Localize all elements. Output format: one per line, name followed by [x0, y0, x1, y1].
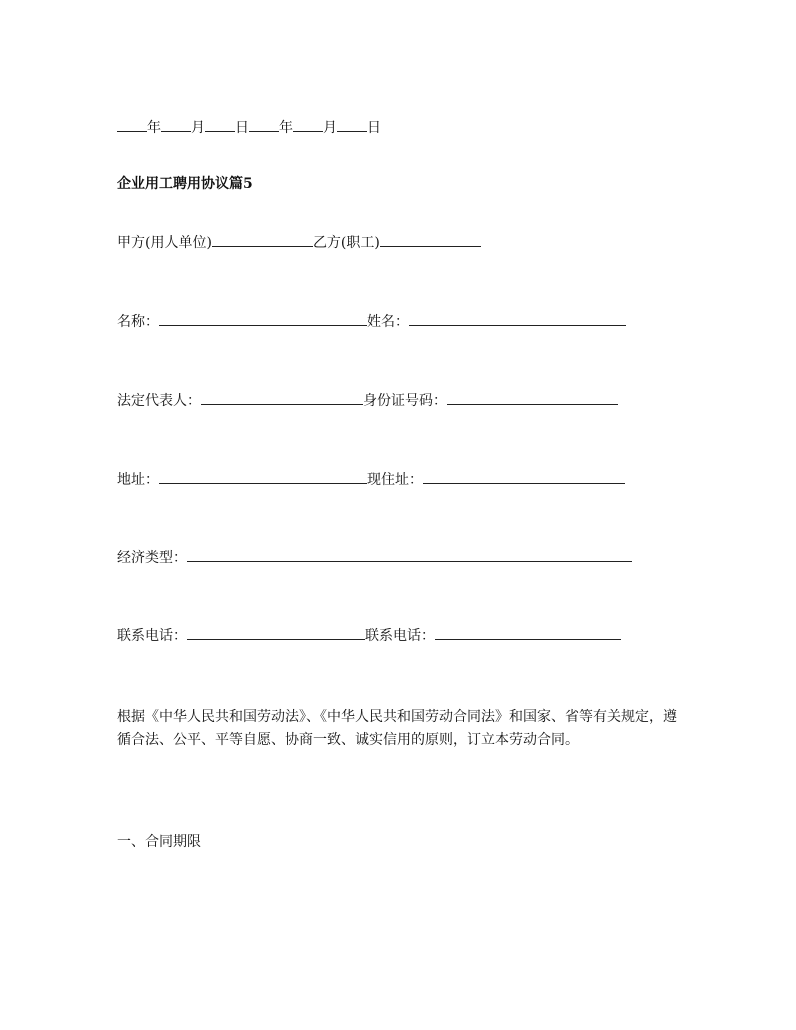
- legal-rep-label: 法定代表人：: [117, 393, 201, 409]
- section-heading: 一、合同期限: [117, 834, 201, 850]
- economic-type-label: 经济类型：: [117, 550, 187, 566]
- person-name-label: 姓名：: [367, 314, 409, 330]
- party-a-blank: [212, 233, 313, 247]
- name-label: 名称：: [117, 314, 159, 330]
- date-blank: [161, 118, 191, 132]
- legal-rep-blank: [201, 391, 363, 405]
- body-paragraph: 根据《中华人民共和国劳动法》、《中华人民共和国劳动合同法》和国家、省等有关规定，遵循合法、公平、平等自愿、协商一致、诚实信用的原则，订立本劳动合同。: [117, 709, 677, 748]
- phone-b-label: 联系电话：: [365, 628, 435, 644]
- date-blank: [337, 118, 367, 132]
- address-row: [117, 470, 625, 490]
- date-blank: [249, 118, 279, 132]
- address-blank: [159, 470, 367, 484]
- date-blank: [293, 118, 323, 132]
- address-label: 地址：: [117, 472, 159, 488]
- name-blank: [159, 312, 367, 326]
- day-label: 日: [367, 120, 381, 136]
- year-label: 年: [279, 120, 293, 136]
- date-line: [117, 118, 381, 138]
- month-label: 月: [323, 120, 337, 136]
- date-blank: [117, 118, 147, 132]
- legal-rep-row: [117, 391, 618, 411]
- economic-type-row: [117, 548, 632, 568]
- person-name-blank: [409, 312, 626, 326]
- name-row: [117, 312, 626, 332]
- economic-type-blank: [187, 548, 632, 562]
- phone-row: [117, 626, 621, 646]
- phone-a-label: 联系电话：: [117, 628, 187, 644]
- document-title: 企业用工聘用协议篇5: [117, 176, 253, 192]
- current-address-blank: [423, 470, 625, 484]
- date-blank: [205, 118, 235, 132]
- party-b-blank: [380, 233, 481, 247]
- parties-line: [117, 233, 481, 253]
- party-b-label: 乙方(职工): [312, 235, 380, 251]
- id-number-blank: [447, 391, 618, 405]
- year-label: 年: [147, 120, 161, 136]
- current-address-label: 现住址：: [367, 472, 423, 488]
- day-label: 日: [235, 120, 249, 136]
- month-label: 月: [191, 120, 205, 136]
- id-number-label: 身份证号码：: [363, 393, 447, 409]
- phone-b-blank: [435, 626, 621, 640]
- party-a-label: 甲方(用人单位): [117, 235, 212, 251]
- phone-a-blank: [187, 626, 365, 640]
